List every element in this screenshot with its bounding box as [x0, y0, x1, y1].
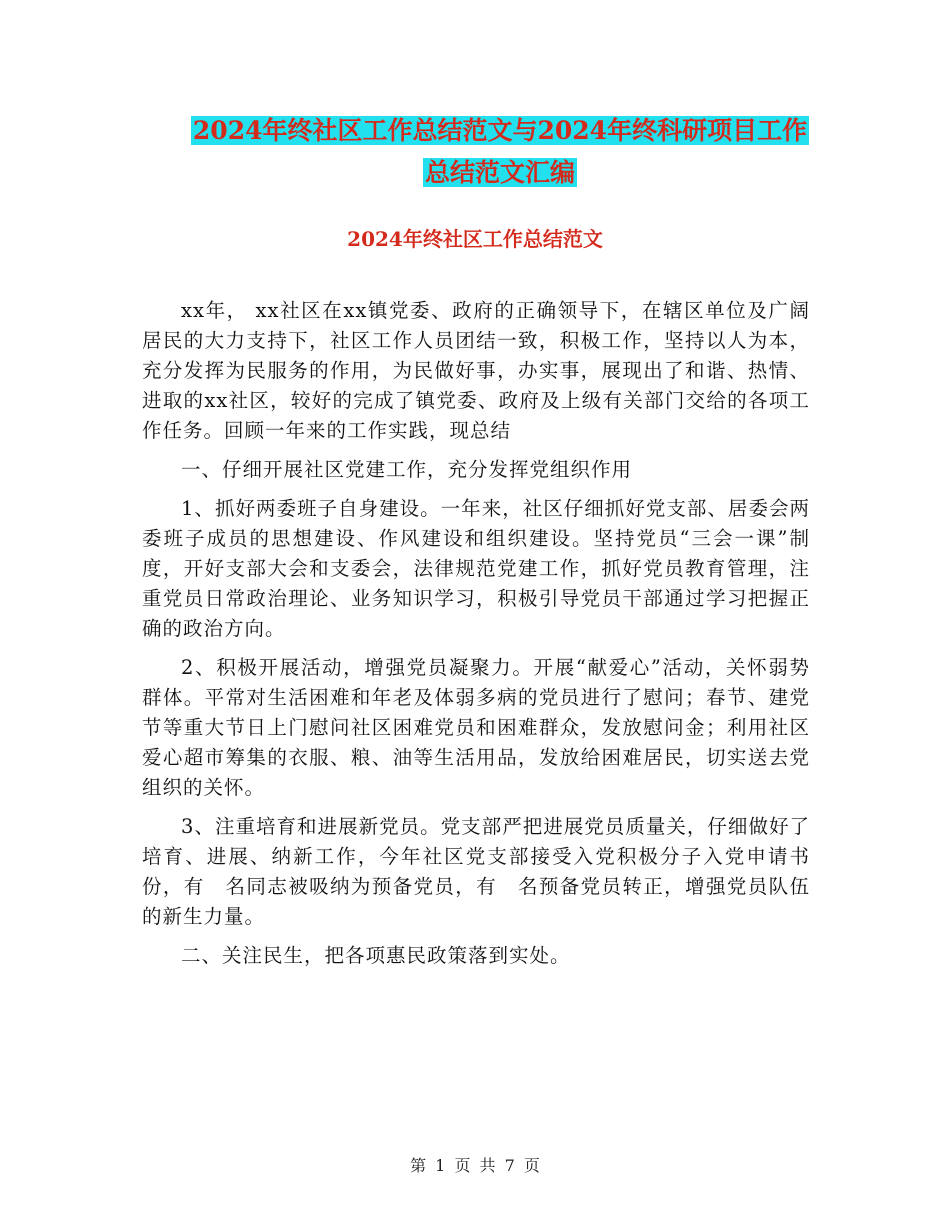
paragraph-heading-2: 二、关注民生，把各项惠民政策落到实处。 — [181, 944, 571, 967]
paragraph-item-2: 2、积极开展活动，增强党员凝聚力。开展“献爱心”活动，关怀弱势群体。平常对生活困难和年老及体弱多病的党员进行了慰问；春节、建党节等重大节日上门慰问社区困难党员和困难群众，发放慰问金；利用社区爱心超市筹集的衣服、粮、油等生活用品，发放给困难居民，切实送去党组织的关怀。 — [142, 656, 810, 799]
paragraph-heading-1: 一、仔细开展社区党建工作，充分发挥党组织作用 — [181, 458, 633, 481]
paragraph-item-3: 3、注重培育和进展新党员。党支部严把进展党员质量关，仔细做好了培育、进展、纳新工作，今年社区党支部接受入党积极分子入党申请书 份，有 名同志被吸纳为预备党员，有 名预备党员转正，增强党员队伍的新生力量。 — [142, 815, 831, 928]
document-body — [142, 296, 831, 971]
document-title — [140, 110, 860, 194]
paragraph-item-1: 1、抓好两委班子自身建设。一年来，社区仔细抓好党支部、居委会两委班子成员的思想建设、作风建设和组织建设。坚持党员“三会一课”制度，开好支部大会和支委会，法律规范党建工作，抓好党员教育管理，注重党员日常政治理论、业务知识学习，积极引导党员干部通过学习把握正确的政治方向。 — [142, 497, 810, 640]
document-title-line2: 总结范文汇编 — [424, 158, 575, 187]
paragraph-intro: xx年， xx社区在xx镇党委、政府的正确领导下，在辖区单位及广阔居民的大力支持下，社区工作人员团结一致，积极工作，坚持以人为本，充分发挥为民服务的作用，为民做好事，办实事，展现出了和谐、热情、进取的xx社区，较好的完成了镇党委、政府及上级有关部门交给的各项工作任务。回顾一年来的工作实践，现总结 — [142, 299, 810, 442]
document-title-line1: 2024年终社区工作总结范文与2024年终科研项目工作 — [192, 116, 808, 145]
section-title: 2024年终社区工作总结范文 — [347, 227, 603, 251]
page-footer: 第 1 页 共 7 页 — [410, 1156, 540, 1175]
